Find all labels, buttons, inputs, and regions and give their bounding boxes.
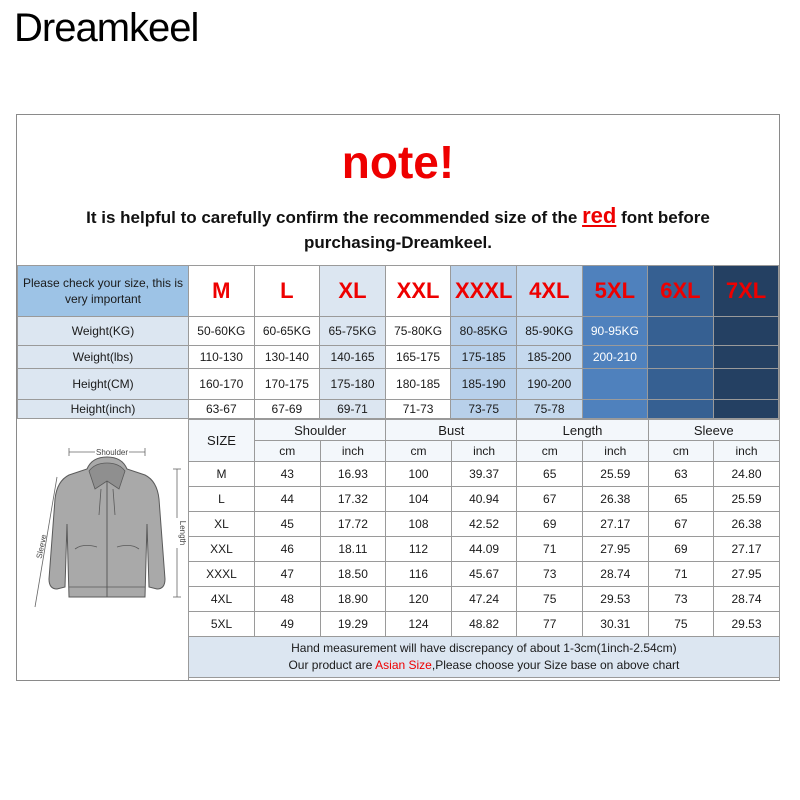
- measure-value-cell: 19.29: [320, 612, 386, 637]
- measure-value-cell: 116: [386, 562, 452, 587]
- recommend-cell: 73-75: [451, 400, 517, 419]
- footer-line-2-after: ,Please choose your Size base on above chart: [431, 658, 680, 672]
- size-header-cell: XXL: [385, 266, 451, 317]
- recommend-cell: 170-175: [254, 369, 320, 400]
- length-label: Length: [178, 520, 187, 546]
- size-header-cell: XL: [320, 266, 386, 317]
- measure-group-header: Length: [517, 420, 648, 441]
- note-line-1: [17, 203, 779, 229]
- size-header-label: Please check your size, this is very important: [18, 266, 189, 317]
- recommend-cell: 160-170: [189, 369, 255, 400]
- measure-group-header: Sleeve: [648, 420, 779, 441]
- measure-size-cell: XXL: [189, 537, 255, 562]
- recommend-cell: 180-185: [385, 369, 451, 400]
- recommend-row-label: Weight(KG): [18, 317, 189, 346]
- recommend-cell: 69-71: [320, 400, 386, 419]
- measure-value-cell: 67: [648, 512, 714, 537]
- recommend-cell: [648, 369, 714, 400]
- recommend-cell: 185-190: [451, 369, 517, 400]
- note-line-1-after: font before: [621, 208, 710, 227]
- recommend-cell: 63-67: [189, 400, 255, 419]
- measure-row: [189, 487, 780, 512]
- recommend-cell: 71-73: [385, 400, 451, 419]
- recommend-cell: [648, 317, 714, 346]
- measure-value-cell: 17.32: [320, 487, 386, 512]
- measure-value-cell: 67: [517, 487, 583, 512]
- recommended-size-table: [17, 265, 779, 419]
- unit-header: inch: [320, 441, 386, 462]
- recommend-cell: 50-60KG: [189, 317, 255, 346]
- measure-footer: [189, 637, 780, 678]
- recommend-cell: 90-95KG: [582, 317, 648, 346]
- size-column-header: SIZE: [189, 420, 255, 462]
- note-title: note!: [341, 136, 455, 188]
- measure-value-cell: 18.50: [320, 562, 386, 587]
- measure-value-cell: 17.72: [320, 512, 386, 537]
- measure-value-cell: 25.59: [714, 487, 780, 512]
- recommend-cell: 175-180: [320, 369, 386, 400]
- measure-value-cell: 39.37: [451, 462, 517, 487]
- measure-row: [189, 537, 780, 562]
- recommend-cell: 67-69: [254, 400, 320, 419]
- measure-row: [189, 562, 780, 587]
- size-header-row: [18, 266, 779, 317]
- measure-value-cell: 45: [255, 512, 321, 537]
- size-chart-sheet: [16, 114, 780, 681]
- unit-header: cm: [255, 441, 321, 462]
- measure-value-cell: 27.17: [714, 537, 780, 562]
- recommend-cell: [713, 317, 779, 346]
- measure-value-cell: 25.59: [583, 462, 649, 487]
- measure-group-header: Shoulder: [255, 420, 386, 441]
- measure-size-cell: M: [189, 462, 255, 487]
- measure-value-cell: 47: [255, 562, 321, 587]
- measurement-table: [188, 419, 780, 678]
- measure-value-cell: 108: [386, 512, 452, 537]
- measure-value-cell: 69: [517, 512, 583, 537]
- recommend-cell: 130-140: [254, 346, 320, 369]
- measure-footer-row: [189, 637, 780, 678]
- recommend-cell: 80-85KG: [451, 317, 517, 346]
- recommend-row: [18, 369, 779, 400]
- measure-value-cell: 100: [386, 462, 452, 487]
- recommend-cell: 140-165: [320, 346, 386, 369]
- measure-value-cell: 77: [517, 612, 583, 637]
- measure-value-cell: 63: [648, 462, 714, 487]
- measure-size-cell: XL: [189, 512, 255, 537]
- measure-value-cell: 71: [517, 537, 583, 562]
- sleeve-label: Sleeve: [34, 533, 49, 560]
- asian-size-text: Asian Size: [375, 658, 432, 672]
- size-header-cell: 6XL: [648, 266, 714, 317]
- measure-group-header: Bust: [386, 420, 517, 441]
- recommend-cell: 85-90KG: [516, 317, 582, 346]
- recommend-cell: [713, 369, 779, 400]
- measure-value-cell: 49: [255, 612, 321, 637]
- measure-value-cell: 69: [648, 537, 714, 562]
- unit-header: inch: [583, 441, 649, 462]
- recommend-cell: 165-175: [385, 346, 451, 369]
- recommend-cell: 65-75KG: [320, 317, 386, 346]
- measure-value-cell: 18.11: [320, 537, 386, 562]
- recommend-cell: 190-200: [516, 369, 582, 400]
- unit-header: inch: [714, 441, 780, 462]
- measure-value-cell: 65: [648, 487, 714, 512]
- measure-value-cell: 28.74: [714, 587, 780, 612]
- recommend-cell: [582, 369, 648, 400]
- measure-size-cell: XXXL: [189, 562, 255, 587]
- measure-value-cell: 44.09: [451, 537, 517, 562]
- size-header-cell: XXXL: [451, 266, 517, 317]
- footer-line-2: [189, 657, 779, 674]
- size-header-cell: M: [189, 266, 255, 317]
- measure-value-cell: 124: [386, 612, 452, 637]
- measure-value-cell: 112: [386, 537, 452, 562]
- measure-size-cell: L: [189, 487, 255, 512]
- note-red-word: red: [582, 203, 617, 228]
- measure-row: [189, 462, 780, 487]
- size-header-cell: 4XL: [516, 266, 582, 317]
- measure-value-cell: 46: [255, 537, 321, 562]
- footer-line-1: Hand measurement will have discrepancy of about 1-3cm(1inch-2.54cm): [291, 641, 677, 655]
- measure-value-cell: 27.95: [714, 562, 780, 587]
- measure-value-cell: 120: [386, 587, 452, 612]
- measure-row: [189, 587, 780, 612]
- measure-value-cell: 18.90: [320, 587, 386, 612]
- measure-size-cell: 4XL: [189, 587, 255, 612]
- unit-header: cm: [386, 441, 452, 462]
- note-line-2: purchasing-Dreamkeel.: [303, 233, 492, 252]
- measure-value-cell: 16.93: [320, 462, 386, 487]
- measure-value-cell: 27.95: [583, 537, 649, 562]
- recommend-cell: [582, 400, 648, 419]
- measure-value-cell: 45.67: [451, 562, 517, 587]
- measure-row: [189, 512, 780, 537]
- recommend-row: [18, 400, 779, 419]
- measure-value-cell: 71: [648, 562, 714, 587]
- recommend-cell: 60-65KG: [254, 317, 320, 346]
- measure-value-cell: 24.80: [714, 462, 780, 487]
- recommend-row-label: Height(inch): [18, 400, 189, 419]
- unit-header: cm: [648, 441, 714, 462]
- measure-value-cell: 26.38: [583, 487, 649, 512]
- measure-value-cell: 73: [648, 587, 714, 612]
- note-section: [17, 115, 779, 265]
- measure-value-cell: 26.38: [714, 512, 780, 537]
- size-header-cell: 7XL: [713, 266, 779, 317]
- measure-row: [189, 612, 780, 637]
- recommend-cell: 185-200: [516, 346, 582, 369]
- recommend-row-label: Weight(lbs): [18, 346, 189, 369]
- recommend-cell: 75-80KG: [385, 317, 451, 346]
- hoodie-illustration: [17, 419, 187, 680]
- measure-value-cell: 65: [517, 462, 583, 487]
- brand-logo: Dreamkeel: [14, 6, 199, 50]
- measure-value-cell: 29.53: [714, 612, 780, 637]
- recommend-cell: [648, 400, 714, 419]
- recommend-cell: 200-210: [582, 346, 648, 369]
- measure-value-cell: 27.17: [583, 512, 649, 537]
- measure-value-cell: 75: [517, 587, 583, 612]
- measure-value-cell: 40.94: [451, 487, 517, 512]
- size-header-cell: 5XL: [582, 266, 648, 317]
- recommend-cell: 110-130: [189, 346, 255, 369]
- recommend-cell: [713, 400, 779, 419]
- recommend-cell: [713, 346, 779, 369]
- measure-value-cell: 43: [255, 462, 321, 487]
- recommend-row: [18, 317, 779, 346]
- unit-header: cm: [517, 441, 583, 462]
- measure-size-cell: 5XL: [189, 612, 255, 637]
- measure-value-cell: 75: [648, 612, 714, 637]
- measure-value-cell: 28.74: [583, 562, 649, 587]
- measure-value-cell: 44: [255, 487, 321, 512]
- recommend-cell: 75-78: [516, 400, 582, 419]
- unit-header: inch: [451, 441, 517, 462]
- measure-value-cell: 48: [255, 587, 321, 612]
- measure-value-cell: 73: [517, 562, 583, 587]
- shoulder-label: Shoulder: [95, 448, 129, 457]
- measure-unit-row: [189, 441, 780, 462]
- recommend-cell: [648, 346, 714, 369]
- measure-value-cell: 29.53: [583, 587, 649, 612]
- hoodie-measure-figure: [17, 419, 189, 680]
- measure-value-cell: 48.82: [451, 612, 517, 637]
- measure-value-cell: 30.31: [583, 612, 649, 637]
- measure-value-cell: 47.24: [451, 587, 517, 612]
- recommend-cell: 175-185: [451, 346, 517, 369]
- measure-value-cell: 42.52: [451, 512, 517, 537]
- measure-value-cell: 104: [386, 487, 452, 512]
- measure-group-row: [189, 420, 780, 441]
- recommend-row-label: Height(CM): [18, 369, 189, 400]
- size-header-cell: L: [254, 266, 320, 317]
- note-line-1-before: It is helpful to carefully confirm the recommended size of the: [86, 208, 578, 227]
- footer-line-2-before: Our product are: [288, 658, 376, 672]
- recommend-row: [18, 346, 779, 369]
